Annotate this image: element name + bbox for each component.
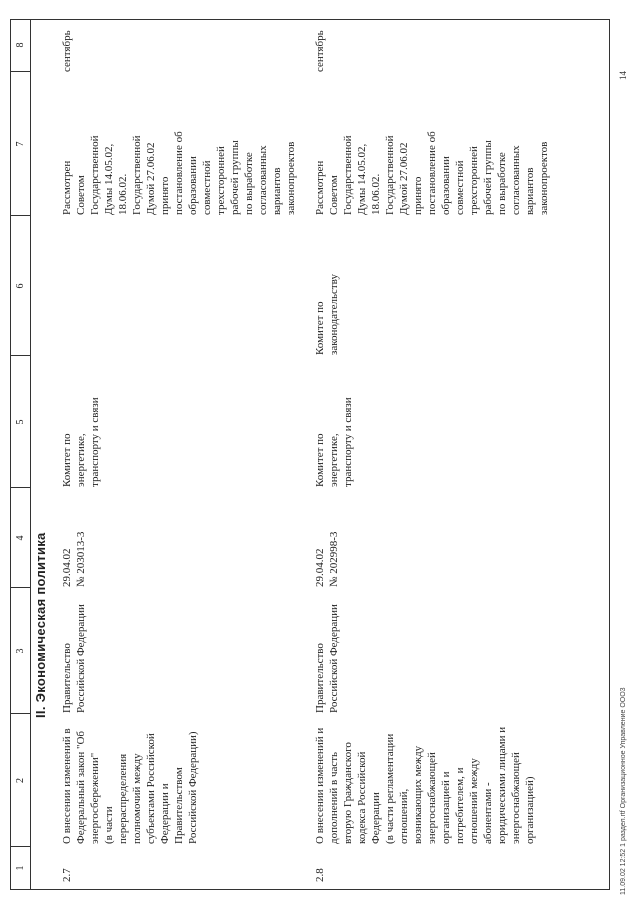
header-col-4: 4 <box>15 535 26 541</box>
review-status: Рассмотрен Советом Государственной Думы 14.05.02, 18.06.02. Государственной Думой 27.06.02 принято постановление об образовании совместной трехсторонней рабочей группы по выработке согласованных вариантов законопроектов <box>61 131 297 215</box>
responsible-committee: Комитет по энергетике, транспорту и связи <box>61 397 101 487</box>
header-col-7: 7 <box>15 141 26 147</box>
bill-date-number: 29.04.02 № 202998-3 <box>314 531 340 587</box>
bill-date-number: 29.04.02 № 203013-3 <box>61 531 87 587</box>
column-number-header <box>11 20 31 889</box>
header-col-1: 1 <box>15 865 26 871</box>
print-metadata: 11.09.02 12:52 1 раздел.rtf Организационное Управление ООО3 <box>620 687 627 895</box>
bill-title: О внесении изменений в Федеральный закон "Об энергосбережении" (в части перераспределения полномочий между субъектами Российской Федерации и Правительством Российской Федерации) <box>61 728 199 844</box>
page-number: 14 <box>618 71 628 80</box>
bill-initiator: Правительство Российской Федерации <box>314 604 340 713</box>
responsible-committee: Комитет по энергетике, транспорту и связи <box>314 397 354 487</box>
row-number: 2.8 <box>314 868 326 882</box>
header-col-2: 2 <box>15 778 26 783</box>
header-col-8: 8 <box>15 42 26 48</box>
bill-title: О внесении изменений и дополнений в часть вторую Гражданского кодекса Российской Федерации (в части регламентации отношений, возникающих между энергоснабжающей организацией и потребителем, и отношений между абонентами - юридическими лицами и энергоснабжающей организацией) <box>314 726 536 844</box>
section-title: II. Экономическая политика <box>33 532 48 718</box>
planned-month: сентябрь <box>314 30 326 72</box>
planned-month: сентябрь <box>61 30 73 72</box>
co-executor-committee: Комитет по законодательству <box>314 274 340 355</box>
review-status: Рассмотрен Советом Государственной Думы 14.05.02, 18.06.02. Государственной Думой 27.06.02 принято постановление об образовании совместной трехсторонней рабочей группы по выработке согласованных вариантов законопроектов <box>314 131 550 215</box>
header-col-3: 3 <box>15 648 26 654</box>
header-col-5: 5 <box>15 419 26 425</box>
header-col-6: 6 <box>15 283 26 289</box>
bill-initiator: Правительство Российской Федерации <box>61 604 87 713</box>
row-number: 2.7 <box>61 868 73 882</box>
